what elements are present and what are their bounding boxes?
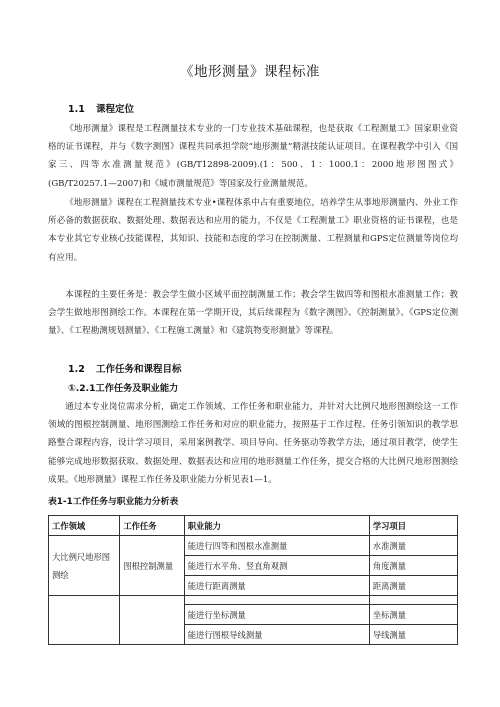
work-field-cell: 大比例尺地形图测绘 [49,536,120,596]
document-title: 《地形测量》课程标准 [180,64,320,80]
section-heading-1-2 [68,361,182,375]
paragraph-work-tasks: 通过本专业岗位需求分析，确定工作领域、工作任务和职业能力，并针对大比例尺地形图测绘这一工作领域的图根控制测量、地形图测绘工作任务和对应的职业能力，按照基于工作过程、任务引领知识的教学思路整合课程内容，设计学习项目，采用案例教学、项目导向、任务驱动等教学方法，通过项目教学，使学生能够完成地形数据获取、数据处理、数据表达和应用的地形测量工作任务，提交合格的大比例尺地形图测绘成果。《地形测量》课程工作任务及职业能力分析见表1—1。 [48,402,458,485]
section-title: 课程定位 [96,104,135,115]
table-row [49,536,458,556]
paragraph-course-positioning-1: 《地形测量》课程是工程测量技术专业的一门专业技术基础课程，也是获取《工程测量工》国家职业资格的证书课程，并与《数字测图》课程共同承担学院“地形测量”精湛技能认证项目。在课程教学中引入《国家三、四等水准测量规范》(GB/T12898-2009).(1：500、1：1000.1：2000地形图图式》(GB/T20257.1—2007)和《城市测量规范》等国家及行业测量规范。 [48,124,458,189]
project-cell: 坐标测量 [369,605,457,625]
ability-cell [184,596,369,605]
ability-cell: 能进行坐标测量 [184,605,369,625]
project-cell: 导线测量 [369,625,457,645]
ability-cell: 能进行距离测量 [184,576,369,596]
table-header-row [49,516,458,536]
ability-cell: 能进行图根导线测量 [184,625,369,645]
work-field-cell [49,596,120,645]
work-task-cell: 图根控制测量 [120,536,184,596]
section-number: 1.1 [68,104,85,115]
ability-cell: 能进行四等和图根水准测量 [184,536,369,556]
table-spacer-row [49,596,458,605]
work-task-cell [120,596,184,645]
header-cell: 工作领域 [49,516,120,536]
section-heading-1-1 [68,101,134,115]
paragraph-course-positioning-2: 《地形测量》课程在工程测量技术专业•课程体系中占有重要地位，培养学生从事地形测量内、外业工作所必备的数据获取、数据处理、数据表达和应用的能力，不仅是《工程测量工》职业资格的证书课程，也是本专业其它专业核心技能课程，其知识、技能和态度的学习在控制测量、工程测量和GPS定位测量等岗位均有应用。 [48,198,458,263]
ability-analysis-table [48,515,458,645]
section-title: 工作任务和课程目标 [96,364,182,375]
project-cell: 角度测量 [369,556,457,576]
project-cell: 水准测量 [369,536,457,556]
subsection-heading-1-2-1: ①.2.1工作任务及职业能力 [68,383,179,394]
header-cell: 学习项目 [369,516,457,536]
project-cell: 距离测量 [369,576,457,596]
table-caption: 表1-1工作任务与职业能力分析表 [48,497,179,507]
header-cell: 职业能力 [184,516,369,536]
header-cell: 工作任务 [120,516,184,536]
paragraph-course-tasks: 本课程的主要任务是：教会学生做小区域平面控制测量工作；教会学生做四等和图根水准测量工作；教会学生做地形图测绘工作。本课程在第一学期开设，其后续课程为《数字测图》、《控制测量》、《GPS定位测量》、《工程勘测规划测量》、《工程施工测量》和《建筑物变形测量》等课程。 [48,290,458,337]
section-number: 1.2 [68,364,85,375]
ability-cell: 能进行水平角、竖直角观测 [184,556,369,576]
project-cell [369,596,457,605]
